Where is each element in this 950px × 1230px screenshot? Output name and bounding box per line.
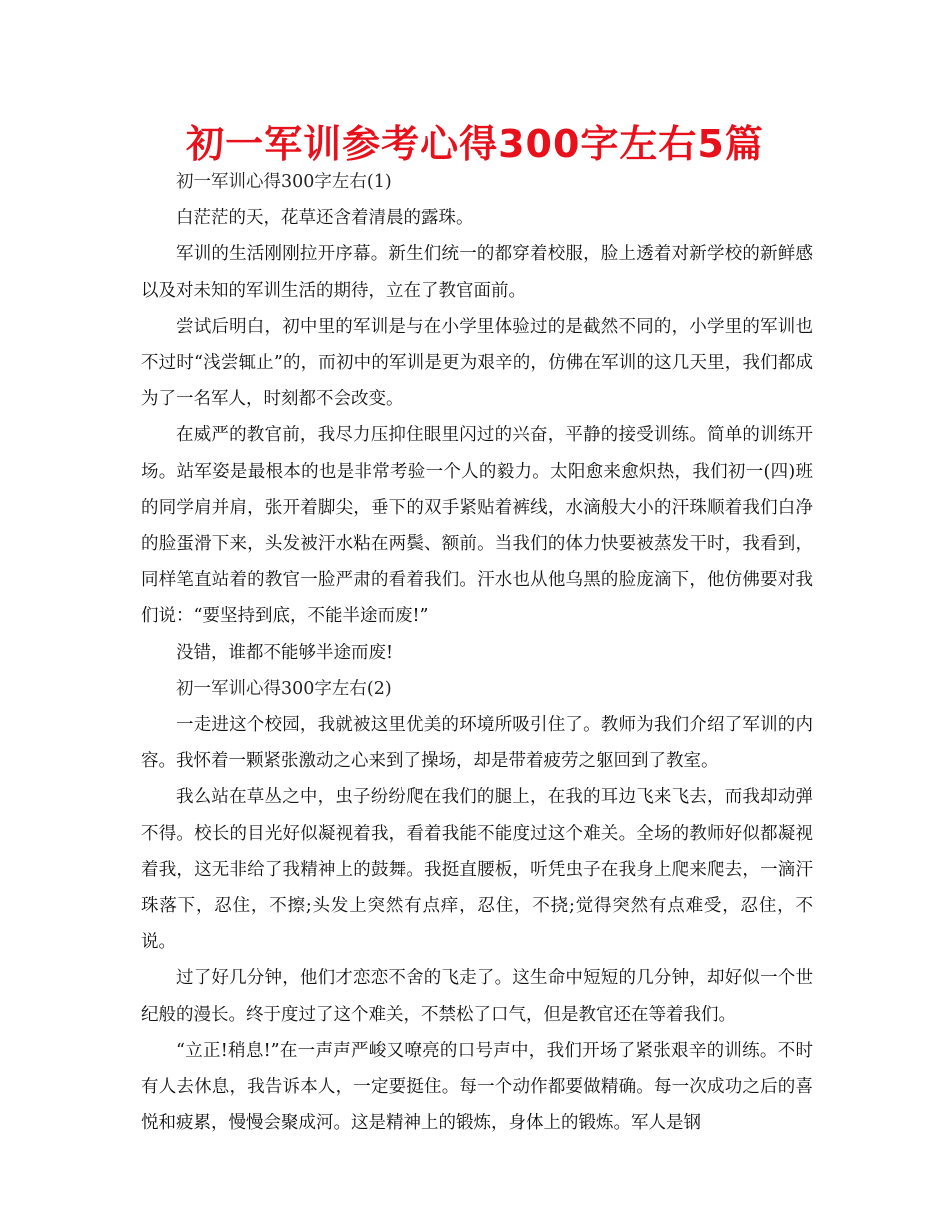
paragraph: 我么站在草丛之中，虫子纷纷爬在我们的腿上，在我的耳边飞来飞去，而我却动弹不得。校长的目光好似凝视着我，看着我能不能度过这个难关。全场的教师好似都凝视着我，这无非给了我精神上的鼓舞。我挺直腰板，听凭虫子在我身上爬来爬去，一滴汗珠落下，忍住，不擦;头发上突然有点痒，忍住，不挠;觉得突然有点难受，忍住，不说。 [141, 787, 813, 953]
paragraph: 军训的生活刚刚拉开序幕。新生们统一的都穿着校服，脸上透着对新学校的新鲜感以及对未知的军训生活的期待，立在了教官面前。 [141, 244, 813, 301]
paragraph: 白茫茫的天，花草还含着清晨的露珠。 [176, 208, 474, 229]
section-heading-2: 初一军训心得300字左右(2) [176, 678, 392, 699]
paragraph: 过了好几分钟，他们才恋恋不舍的飞走了。这生命中短短的几分钟，却好似一个世纪般的漫长。终于度过了这个难关，不禁松了口气，但是教官还在等着我们。 [141, 968, 813, 1025]
section-heading-1: 初一军训心得300字左右(1) [176, 172, 392, 192]
document-body [141, 164, 813, 1141]
paragraph: 在威严的教官前，我尽力压抑住眼里闪过的兴奋，平静的接受训练。简单的训练开场。站军姿是最根本的也是非常考验一个人的毅力。太阳愈来愈炽热，我们初一(四)班的同学肩并肩，张开着脚尖，垂下的双手紧贴着裤线，水滴般大小的汗珠顺着我们白净的脸蛋滑下来，头发被汗水粘在两鬓、额前。当我们的体力快要被蒸发干时，我看到，同样笔直站着的教官一脸严肃的看着我们。汗水也从他乌黑的脸庞滴下，他仿佛要对我们说：“要坚持到底，不能半途而废!” [141, 425, 813, 627]
paragraph: 没错，谁都不能够半途而废! [176, 642, 394, 663]
paragraph: 一走进这个校园，我就被这里优美的环境所吸引住了。教师为我们介绍了军训的内容。我怀着一颗紧张激动之心来到了操场，却是带着疲劳之躯回到了教室。 [141, 715, 813, 772]
document-title: 初一军训参考心得300字左右5篇 [186, 122, 764, 166]
paragraph: “立正!稍息!”在一声声严峻又嘹亮的口号声中，我们开场了紧张艰辛的训练。不时有人去休息，我告诉本人，一定要挺住。每一个动作都要做精确。每一次成功之后的喜悦和疲累，慢慢会聚成河。这是精神上的锻炼，身体上的锻炼。军人是钢 [141, 1040, 813, 1134]
paragraph: 尝试后明白，初中里的军训是与在小学里体验过的是截然不同的，小学里的军训也不过时“浅尝辄止”的，而初中的军训是更为艰辛的，仿佛在军训的这几天里，我们都成为了一名军人，时刻都不会改变。 [141, 316, 813, 410]
